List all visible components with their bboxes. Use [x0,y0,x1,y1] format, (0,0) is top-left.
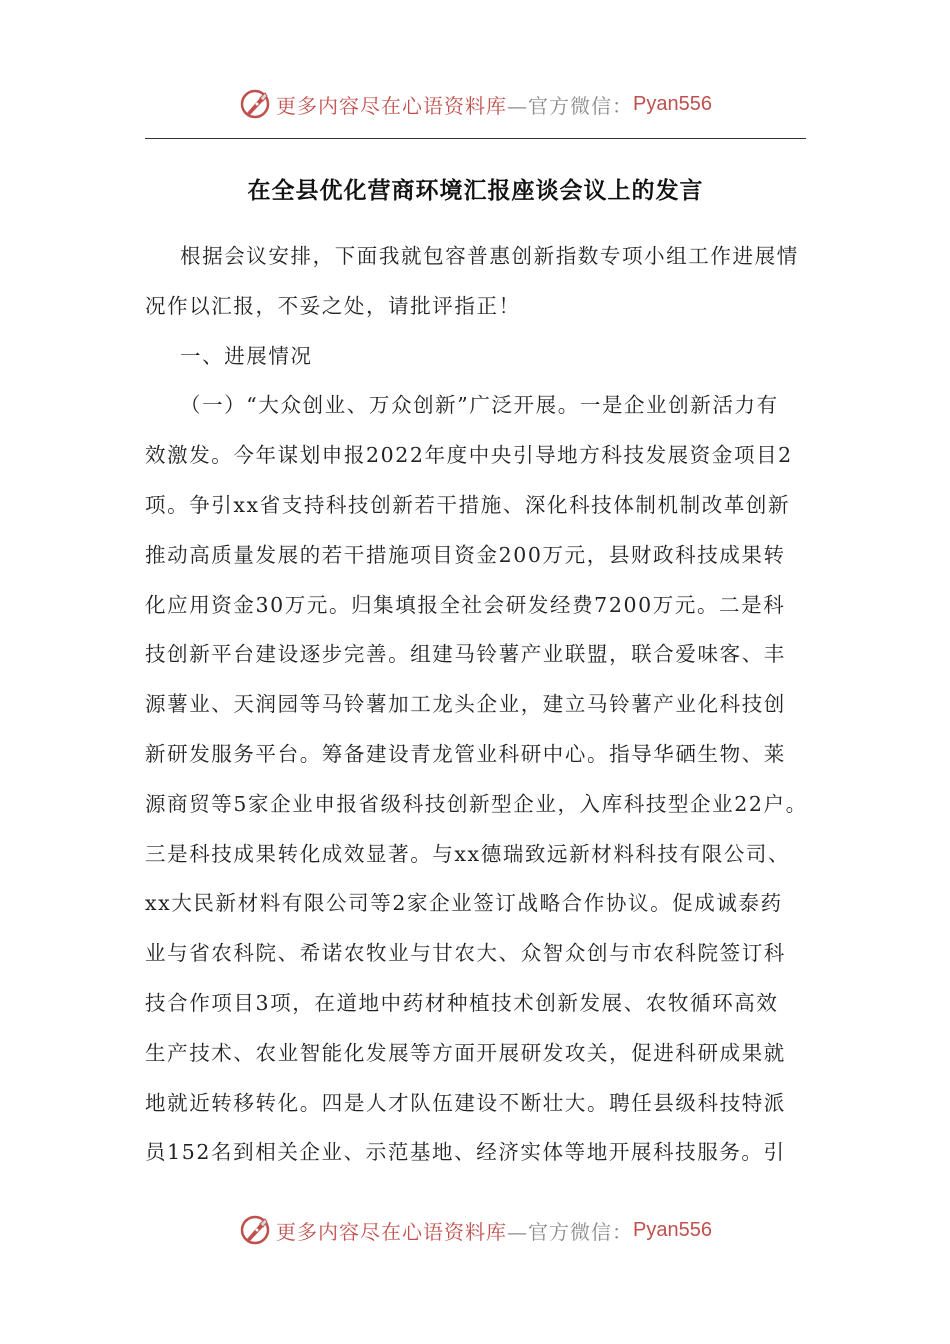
body-line: （一）“大众创业、万众创新”广泛开展。一是企业创新活力有 [180,393,779,418]
pen-nib-logo-icon [238,87,272,121]
body-line: 生产技术、农业智能化发展等方面开展研发攻关，促进科研成果就 [145,1040,786,1065]
body-line: 技创新平台建设逐步完善。组建马铃薯产业联盟，联合爱味客、丰 [145,642,786,667]
section-heading: 一、进展情况 [180,343,313,368]
document-body [145,232,810,1178]
banner-separator: —官方微信： [507,93,634,118]
body-line: 源薯业、天润园等马铃薯加工龙头企业，建立马铃薯产业化科技创 [145,692,786,717]
pen-nib-logo-icon [238,1213,272,1247]
banner-wechat-handle: Pyan556 [633,1218,712,1241]
body-line: 新研发服务平台。筹备建设青龙管业科研中心。指导华硒生物、莱 [145,741,786,766]
header-divider [145,138,806,139]
body-line: 业与省农科院、希诺农牧业与甘农大、众智众创与市农科院签订科 [145,941,786,966]
body-line: 项。争引xx省支持科技创新若干措施、深化科技体制机制改革创新 [145,492,791,517]
banner-slogan: 更多内容尽在心语资料库 [276,93,508,118]
banner-wechat-handle: Pyan556 [633,92,712,115]
document-title: 在全县优化营商环境汇报座谈会议上的发言 [247,178,704,204]
body-line: 三是科技成果转化成效显著。与xx德瑞致远新材料科技有限公司、 [145,841,791,866]
body-line: 地就近转移转化。四是人才队伍建设不断壮大。聘任县级科技特派 [145,1090,786,1115]
banner-slogan: 更多内容尽在心语资料库 [276,1219,508,1244]
banner-separator: —官方微信： [507,1219,634,1244]
header-banner [0,84,950,124]
body-line: 效激发。今年谋划申报2022年度中央引导地方科技发展资金项目2 [145,443,793,468]
body-line: 源商贸等5家企业申报省级科技创新型企业，入库科技型企业22户。 [145,791,808,816]
body-line: 况作以汇报，不妥之处，请批评指正！ [145,293,521,318]
body-line: xx大民新材料有限公司等2家企业签订战略合作协议。促成诚泰药 [145,891,783,916]
body-line: 推动高质量发展的若干措施项目资金200万元，县财政科技成果转 [145,542,786,567]
footer-banner [0,1210,950,1250]
body-line: 员152名到相关企业、示范基地、经济实体等地开展科技服务。引 [145,1140,786,1165]
body-line: 技合作项目3项，在道地中药材种植技术创新发展、农牧循环高效 [145,990,779,1015]
body-line: 化应用资金30万元。归集填报全社会研发经费7200万元。二是科 [145,592,786,617]
body-line: 根据会议安排，下面我就包容普惠创新指数专项小组工作进展情 [180,244,799,268]
